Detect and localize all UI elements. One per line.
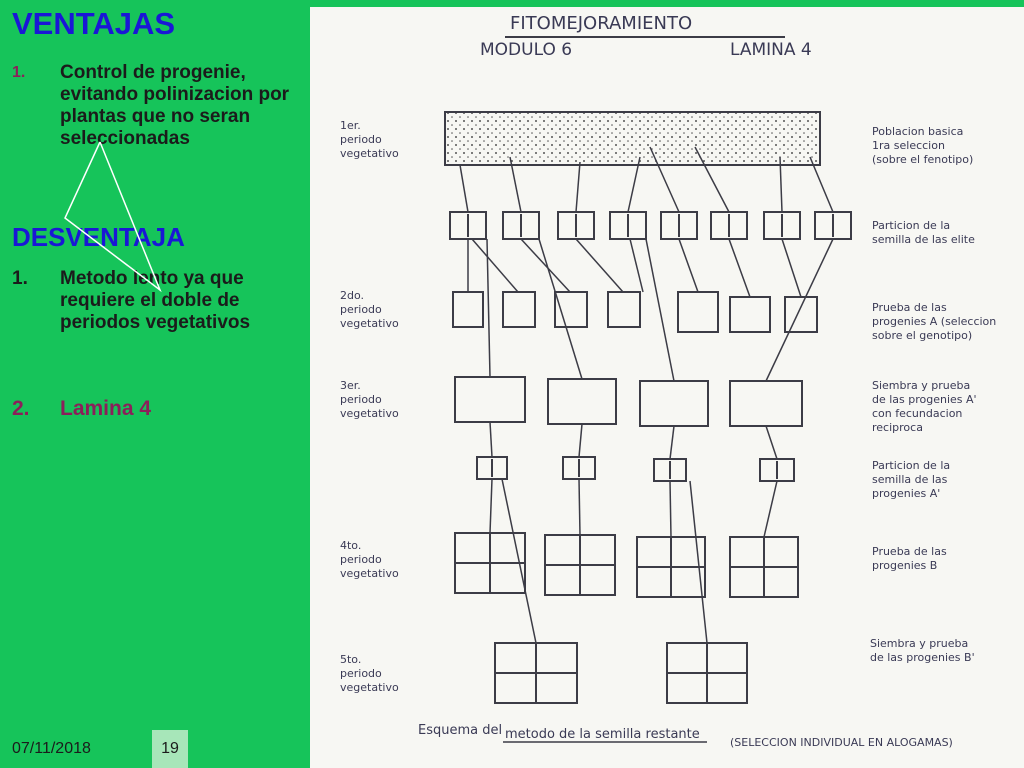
stage-label-1 bbox=[872, 125, 973, 166]
stage-label-line: progenies A' bbox=[872, 487, 941, 500]
stage-labels bbox=[870, 125, 996, 664]
diagram-module: MODULO 6 bbox=[480, 40, 573, 60]
period-label-line: periodo bbox=[340, 553, 382, 566]
stage-label-2 bbox=[872, 219, 975, 246]
list-text: Lamina 4 bbox=[60, 397, 152, 420]
stage-label-line: Particion de la bbox=[872, 219, 951, 232]
period-label-line: 4to. bbox=[340, 539, 362, 552]
stage-label-line: Siembra y prueba bbox=[870, 637, 969, 650]
stage-label-4 bbox=[872, 379, 977, 434]
row-seed-partition-a-prime bbox=[477, 457, 794, 481]
period-label-2 bbox=[340, 289, 399, 330]
period-label-line: periodo bbox=[340, 303, 382, 316]
slide-date: 07/11/2018 bbox=[12, 740, 91, 757]
stage-label-line: Particion de la bbox=[872, 459, 951, 472]
stage-label-line: Prueba de las bbox=[872, 545, 947, 558]
scanned-diagram-sheet bbox=[310, 7, 1024, 768]
list-number: 1. bbox=[12, 268, 28, 289]
caption-selection: (SELECCION INDIVIDUAL EN ALOGAMAS) bbox=[730, 736, 953, 749]
slide-text-panel bbox=[0, 0, 310, 768]
stage-label-3 bbox=[872, 301, 996, 342]
stage-label-line: progenies B bbox=[872, 559, 938, 572]
list-number: 1. bbox=[12, 64, 26, 81]
list-text: Metodo lento ya que requiere el doble de periodos vegetativos bbox=[60, 268, 251, 333]
stage-label-line: de las progenies A' bbox=[872, 393, 977, 406]
period-label-line: 3er. bbox=[340, 379, 361, 392]
stage-label-line: progenies A (seleccion bbox=[872, 315, 997, 328]
row-progeny-b-prime bbox=[495, 643, 747, 703]
period-label-line: vegetativo bbox=[340, 567, 399, 580]
stage-label-line: semilla de las bbox=[872, 473, 948, 486]
caption-prefix: Esquema del bbox=[418, 723, 503, 738]
period-label-5 bbox=[340, 653, 399, 694]
stage-label-7 bbox=[870, 637, 975, 664]
period-label-line: periodo bbox=[340, 393, 382, 406]
diagram-header: FITOMEJORAMIENTO bbox=[510, 13, 693, 34]
period-label-3 bbox=[340, 379, 399, 420]
stage-label-line: semilla de las elite bbox=[872, 233, 975, 246]
stage-label-line: Siembra y prueba bbox=[872, 379, 971, 392]
stage-label-line: 1ra seleccion bbox=[872, 139, 945, 152]
row-seed-partition bbox=[450, 212, 851, 239]
breeding-scheme-diagram bbox=[310, 7, 1024, 768]
caption-method: metodo de la semilla restante bbox=[505, 727, 700, 742]
stage-label-line: (sobre el fenotipo) bbox=[872, 153, 974, 166]
stage-label-line: de las progenies B' bbox=[870, 651, 975, 664]
period-label-line: 2do. bbox=[340, 289, 365, 302]
period-label-line: vegetativo bbox=[340, 681, 399, 694]
slide-page-number: 19 bbox=[152, 730, 188, 768]
diagram-plate: LAMINA 4 bbox=[730, 40, 812, 60]
stage-label-6 bbox=[872, 545, 947, 572]
period-label-line: 5to. bbox=[340, 653, 362, 666]
period-label-line: periodo bbox=[340, 667, 382, 680]
stage-label-line: Poblacion basica bbox=[872, 125, 964, 138]
ventajas-heading: VENTAJAS bbox=[12, 6, 176, 41]
period-label-line: vegetativo bbox=[340, 407, 399, 420]
row-progeny-b bbox=[455, 533, 798, 597]
period-label-line: periodo bbox=[340, 133, 382, 146]
row-progeny-a bbox=[453, 292, 817, 332]
period-labels bbox=[340, 119, 399, 694]
stage-label-line: sobre el genotipo) bbox=[872, 329, 973, 342]
list-number: 2. bbox=[12, 397, 30, 420]
stage-label-line: reciproca bbox=[872, 421, 923, 434]
list-text: Control de progenie, evitando polinizacion por plantas que no seran seleccionadas bbox=[60, 62, 290, 149]
period-label-line: vegetativo bbox=[340, 147, 399, 160]
period-label-line: vegetativo bbox=[340, 317, 399, 330]
stage-label-line: con fecundacion bbox=[872, 407, 963, 420]
period-label-4 bbox=[340, 539, 399, 580]
period-label-1 bbox=[340, 119, 399, 160]
row-progeny-a-prime bbox=[455, 377, 802, 426]
stage-label-5 bbox=[872, 459, 950, 500]
stage-label-line: Prueba de las bbox=[872, 301, 947, 314]
period-label-line: 1er. bbox=[340, 119, 361, 132]
desventaja-heading: DESVENTAJA bbox=[12, 222, 185, 252]
annotation-lines bbox=[0, 0, 310, 768]
